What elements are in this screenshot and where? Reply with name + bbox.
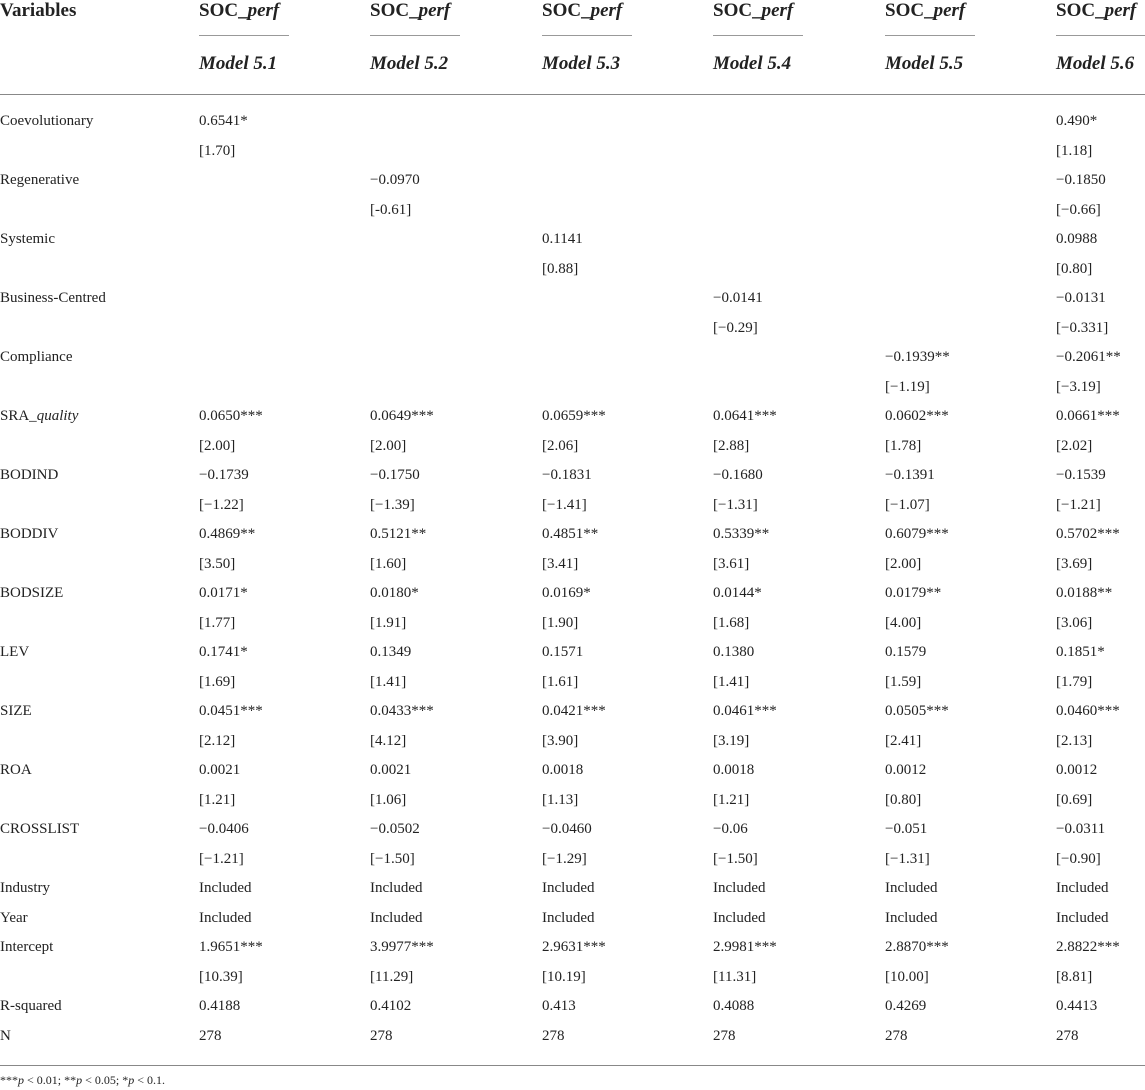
table-cell: 0.5702***: [1056, 526, 1120, 542]
row-label: Industry: [0, 880, 50, 896]
column-header-3: [542, 0, 702, 75]
table-cell: −0.1939**: [885, 349, 950, 365]
table-cell: [1.41]: [370, 673, 407, 690]
table-cell: −0.0131: [1056, 290, 1106, 306]
table-cell: [10.19]: [542, 968, 586, 985]
column-dependent-variable: SOC_perf: [370, 0, 451, 21]
table-cell: −0.0460: [542, 821, 592, 837]
row-label: BODIND: [0, 467, 59, 483]
variables-header: Variables: [0, 0, 77, 21]
table-cell: [−0.331]: [1056, 319, 1109, 336]
column-dependent-variable: SOC_perf: [542, 0, 623, 21]
table-cell: 0.0505***: [885, 703, 949, 719]
table-cell: 0.4188: [199, 998, 241, 1014]
table-cell: 0.1141: [542, 231, 583, 247]
table-cell: 278: [885, 1027, 908, 1044]
table-cell: [2.13]: [1056, 732, 1093, 749]
table-cell: 0.1380: [713, 644, 755, 660]
table-cell: 3.9977***: [370, 939, 434, 955]
table-cell: [1.69]: [199, 673, 236, 690]
row-label: SIZE: [0, 703, 32, 719]
table-cell: [1.41]: [713, 673, 750, 690]
table-cell: [0.80]: [885, 791, 922, 808]
table-cell: [−1.31]: [885, 850, 930, 867]
table-cell: [1.78]: [885, 437, 922, 454]
header-underline: [885, 35, 975, 36]
table-cell: 0.0018: [542, 762, 584, 778]
table-cell: Included: [542, 880, 595, 896]
model-label: Model 5.6: [1056, 53, 1135, 74]
table-cell: 278: [713, 1027, 736, 1044]
table-cell: [−0.90]: [1056, 850, 1101, 867]
table-cell: 2.9981***: [713, 939, 777, 955]
model-label: Model 5.5: [885, 53, 964, 74]
row-label: Compliance: [0, 349, 73, 365]
table-cell: −0.1850: [1056, 172, 1106, 188]
header-underline: [1056, 35, 1145, 36]
table-cell: 0.1571: [542, 644, 584, 660]
row-label: Coevolutionary: [0, 113, 94, 129]
table-cell: 0.5339**: [713, 526, 770, 542]
row-label: N: [0, 1027, 11, 1044]
table-cell: [−1.19]: [885, 378, 930, 395]
table-cell: 0.0012: [885, 762, 927, 778]
table-cell: [−1.29]: [542, 850, 587, 867]
table-cell: [3.50]: [199, 555, 236, 572]
row-label: Intercept: [0, 939, 54, 955]
column-header-6: [1056, 0, 1145, 75]
table-cell: 0.0650***: [199, 408, 263, 424]
table-cell: 278: [199, 1027, 222, 1044]
table-cell: [−1.39]: [370, 496, 415, 513]
table-cell: 0.0012: [1056, 762, 1098, 778]
header-underline: [713, 35, 803, 36]
row-label: BODDIV: [0, 526, 59, 542]
table-cell: 0.0988: [1056, 231, 1098, 247]
column-dependent-variable: SOC_perf: [199, 0, 280, 21]
table-cell: 0.0171*: [199, 585, 248, 601]
table-cell: −0.1739: [199, 467, 249, 483]
table-cell: [3.06]: [1056, 614, 1093, 631]
row-label: Systemic: [0, 231, 55, 247]
model-label: Model 5.2: [370, 53, 449, 74]
table-cell: [−1.21]: [199, 850, 244, 867]
table-cell: [−1.31]: [713, 496, 758, 513]
table-cell: 0.6541*: [199, 113, 248, 129]
table-cell: [1.21]: [199, 791, 236, 808]
row-label: CROSSLIST: [0, 821, 80, 837]
table-cell: 2.8870***: [885, 939, 949, 955]
column-header-1: [199, 0, 359, 75]
table-cell: [1.90]: [542, 614, 579, 631]
table-cell: −0.1539: [1056, 467, 1106, 483]
table-cell: 278: [370, 1027, 393, 1044]
table-cell: [1.70]: [199, 142, 236, 159]
table-cell: −0.1831: [542, 467, 592, 483]
table-cell: 0.0169*: [542, 585, 591, 601]
table-cell: −0.051: [885, 821, 928, 837]
column-dependent-variable: SOC_perf: [885, 0, 966, 21]
row-label: SRA_quality: [0, 408, 79, 424]
table-cell: 0.413: [542, 998, 576, 1014]
table-cell: [2.00]: [199, 437, 236, 454]
header-underline: [542, 35, 632, 36]
row-label: R-squared: [0, 998, 62, 1014]
table-cell: [3.19]: [713, 732, 750, 749]
table-cell: −0.1750: [370, 467, 420, 483]
table-cell: [−1.22]: [199, 496, 244, 513]
table-cell: [2.12]: [199, 732, 236, 749]
table-cell: [2.00]: [370, 437, 407, 454]
table-cell: 0.0421***: [542, 703, 606, 719]
table-cell: 0.4413: [1056, 998, 1098, 1014]
row-label: Business-Centred: [0, 290, 106, 306]
table-cell: 0.4851**: [542, 526, 599, 542]
table-cell: [−0.66]: [1056, 201, 1101, 218]
table-cell: [-0.61]: [370, 201, 412, 218]
table-cell: 0.0021: [199, 762, 241, 778]
table-cell: 1.9651***: [199, 939, 263, 955]
table-cell: 2.8822***: [1056, 939, 1120, 955]
table-cell: 0.0179**: [885, 585, 942, 601]
table-cell: Included: [199, 880, 252, 896]
table-cell: [3.69]: [1056, 555, 1093, 572]
table-cell: 0.4269: [885, 998, 927, 1014]
table-cell: 0.0649***: [370, 408, 434, 424]
table-cell: [−1.41]: [542, 496, 587, 513]
table-cell: [1.61]: [542, 673, 579, 690]
table-cell: [2.00]: [885, 555, 922, 572]
table-cell: Included: [713, 909, 766, 926]
table-cell: [2.02]: [1056, 437, 1093, 454]
table-cell: 0.0451***: [199, 703, 263, 719]
table-cell: −0.0970: [370, 172, 420, 188]
table-cell: [3.90]: [542, 732, 579, 749]
table-cell: [−1.07]: [885, 496, 930, 513]
table-cell: [1.59]: [885, 673, 922, 690]
table-cell: [1.21]: [713, 791, 750, 808]
table-cell: 0.0461***: [713, 703, 777, 719]
row-label: ROA: [0, 762, 32, 778]
table-cell: 0.490*: [1056, 113, 1098, 129]
table-cell: [1.13]: [542, 791, 579, 808]
header-rule: [0, 94, 1145, 95]
table-cell: −0.0406: [199, 821, 249, 837]
column-dependent-variable: SOC_perf: [713, 0, 794, 21]
table-cell: [10.00]: [885, 968, 929, 985]
table-cell: 0.0180*: [370, 585, 419, 601]
table-cell: [0.88]: [542, 260, 579, 277]
table-cell: [0.80]: [1056, 260, 1093, 277]
table-cell: [2.88]: [713, 437, 750, 454]
table-cell: Included: [542, 909, 595, 926]
header-underline: [199, 35, 289, 36]
table-cell: 0.0188**: [1056, 585, 1113, 601]
table-cell: [1.60]: [370, 555, 407, 572]
table-cell: [−1.50]: [713, 850, 758, 867]
table-cell: −0.2061**: [1056, 349, 1121, 365]
table-cell: 0.1851*: [1056, 644, 1105, 660]
table-cell: 0.0641***: [713, 408, 777, 424]
table-cell: [3.41]: [542, 555, 579, 572]
table-cell: [−1.21]: [1056, 496, 1101, 513]
table-cell: 0.0021: [370, 762, 412, 778]
table-cell: [10.39]: [199, 968, 243, 985]
table-cell: [3.61]: [713, 555, 750, 572]
row-label: Regenerative: [0, 172, 80, 188]
table-cell: Included: [199, 909, 252, 926]
column-header-4: [713, 0, 873, 75]
column-header-5: [885, 0, 1045, 75]
table-cell: [1.06]: [370, 791, 407, 808]
table-cell: 0.4869**: [199, 526, 256, 542]
table-cell: [1.18]: [1056, 142, 1093, 159]
table-cell: −0.0311: [1056, 821, 1106, 837]
column-header-2: [370, 0, 530, 75]
table-cell: 0.0018: [713, 762, 755, 778]
table-cell: Included: [885, 880, 938, 896]
table-cell: −0.0141: [713, 290, 763, 306]
table-cell: 0.1349: [370, 644, 412, 660]
table-cell: [1.91]: [370, 614, 407, 631]
table-cell: Included: [713, 880, 766, 896]
table-cell: [−3.19]: [1056, 378, 1101, 395]
table-cell: [8.81]: [1056, 968, 1093, 985]
row-label: BODSIZE: [0, 585, 64, 601]
table-cell: [1.77]: [199, 614, 236, 631]
table-cell: [1.79]: [1056, 673, 1093, 690]
table-cell: 0.0661***: [1056, 408, 1120, 424]
table-cell: 0.0602***: [885, 408, 949, 424]
model-label: Model 5.3: [542, 53, 621, 74]
table-cell: [2.41]: [885, 732, 922, 749]
table-cell: Included: [1056, 880, 1109, 896]
header-underline: [370, 35, 460, 36]
table-cell: −0.06: [713, 821, 748, 837]
bottom-rule: [0, 1065, 1145, 1066]
table-cell: [4.12]: [370, 732, 407, 749]
table-cell: 0.5121**: [370, 526, 427, 542]
table-cell: 0.0144*: [713, 585, 762, 601]
table-cell: 0.6079***: [885, 526, 949, 542]
table-cell: 0.4102: [370, 998, 412, 1014]
table-cell: 0.1741*: [199, 644, 248, 660]
column-dependent-variable: SOC_perf: [1056, 0, 1137, 21]
table-cell: 0.0659***: [542, 408, 606, 424]
table-cell: [11.29]: [370, 968, 414, 985]
table-cell: −0.1391: [885, 467, 935, 483]
table-cell: [−0.29]: [713, 319, 758, 336]
table-cell: [1.68]: [713, 614, 750, 631]
table-cell: [−1.50]: [370, 850, 415, 867]
table-cell: −0.1680: [713, 467, 763, 483]
table-cell: 278: [542, 1027, 565, 1044]
table-cell: [4.00]: [885, 614, 922, 631]
model-label: Model 5.1: [199, 53, 278, 74]
table-cell: 278: [1056, 1027, 1079, 1044]
footnote: ***p < 0.01; **p < 0.05; *p < 0.1.: [0, 1073, 165, 1087]
row-label: LEV: [0, 644, 30, 660]
table-cell: [2.06]: [542, 437, 579, 454]
table-cell: 0.0460***: [1056, 703, 1120, 719]
table-cell: Included: [370, 880, 423, 896]
table-cell: Included: [370, 909, 423, 926]
table-cell: 0.0433***: [370, 703, 434, 719]
table-cell: Included: [1056, 909, 1109, 926]
table-cell: Included: [885, 909, 938, 926]
table-cell: −0.0502: [370, 821, 420, 837]
table-cell: 0.1579: [885, 644, 927, 660]
table-cell: 0.4088: [713, 998, 755, 1014]
table-cell: [0.69]: [1056, 791, 1093, 808]
row-label: Year: [0, 909, 28, 926]
model-label: Model 5.4: [713, 53, 792, 74]
table-cell: [11.31]: [713, 968, 757, 985]
table-cell: 2.9631***: [542, 939, 606, 955]
